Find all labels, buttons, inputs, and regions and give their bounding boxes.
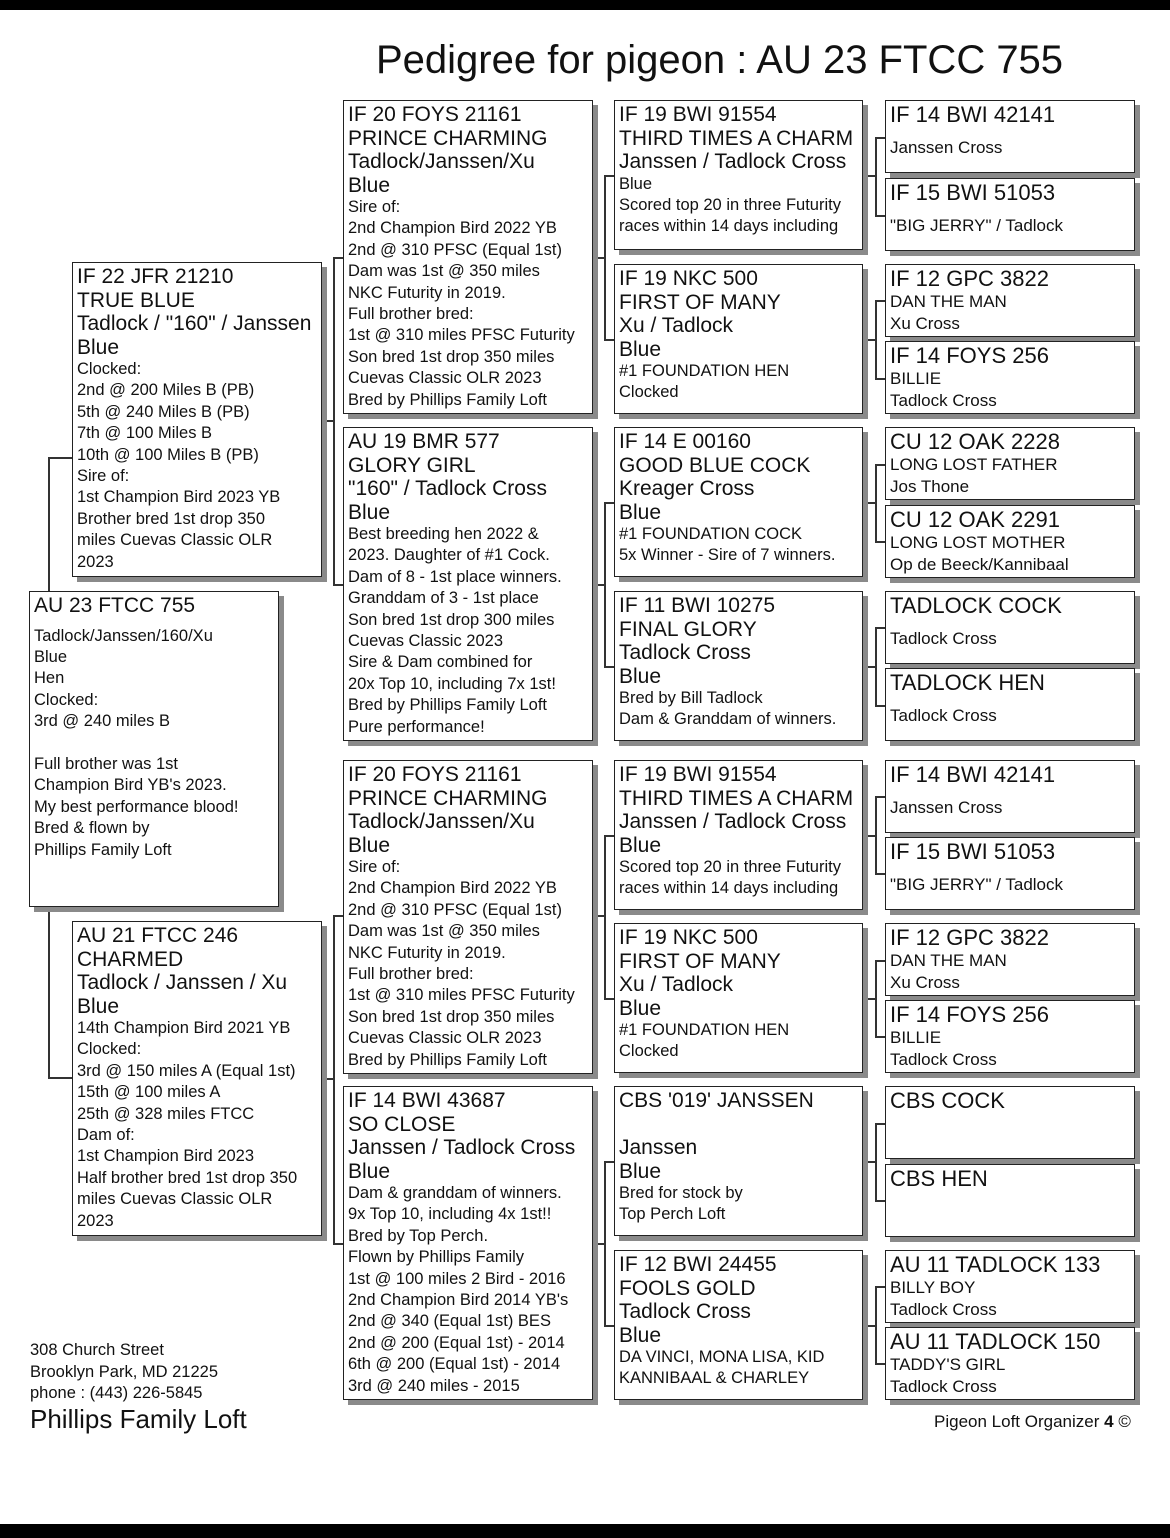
sire-note: Sire of: (77, 467, 130, 486)
grandparent-color: Blue (348, 500, 391, 524)
ggp-note: #1 FOUNDATION HEN (619, 1021, 790, 1039)
gen4-card[interactable] (885, 837, 1135, 910)
connector-line (48, 457, 50, 592)
credit-version: 4 (1104, 1412, 1114, 1431)
gen4-strain: Jos Thone (890, 476, 970, 496)
subject-line: Full brother was 1st (34, 754, 178, 773)
dam-note: Half brother bred 1st drop 350 (77, 1168, 298, 1187)
grandparent-note: 2nd @ 310 PFSC (Equal 1st) (348, 240, 562, 259)
phone-number: phone : (443) 226-5845 (30, 1384, 203, 1402)
ggp-name: FIRST OF MANY (619, 949, 781, 973)
gen4-strain: Tadlock Cross (890, 1299, 997, 1319)
connector-line (604, 835, 606, 998)
connector-line (875, 1123, 877, 1200)
gen4-band: AU 11 TADLOCK 133 (890, 1252, 1101, 1277)
grandparent-note: 9x Top 10, including 4x 1st!! (348, 1205, 552, 1224)
ggp-color: Blue (619, 1159, 662, 1183)
sire-note: 2nd @ 200 Miles B (PB) (77, 381, 255, 400)
grandparent-note: 2nd @ 310 PFSC (Equal 1st) (348, 900, 562, 919)
ggp-band: IF 14 E 00160 (619, 430, 751, 453)
connector-line (322, 420, 333, 422)
gen4-card[interactable] (885, 427, 1135, 500)
ggp-strain: Xu / Tadlock (619, 314, 734, 337)
connector-line (333, 257, 335, 584)
subject-line: Champion Bird YB's 2023. (34, 776, 227, 795)
gen4-band: IF 14 FOYS 256 (890, 343, 1049, 368)
ggp-strain: Tadlock Cross (619, 641, 751, 664)
dam-note: Clocked: (77, 1040, 142, 1059)
gen4-band: IF 14 FOYS 256 (890, 1002, 1049, 1027)
gen4-band: AU 11 TADLOCK 150 (890, 1329, 1101, 1354)
grandparent-note: Cuevas Classic OLR 2023 (348, 1029, 542, 1048)
connector-line (875, 1286, 877, 1363)
grandparent-note: 2nd Champion Bird 2022 YB (348, 219, 557, 238)
gen4-strain: Tadlock Cross (890, 706, 997, 725)
connector-line (863, 998, 875, 1000)
ggp-note: #1 FOUNDATION HEN (619, 362, 790, 380)
ggp-color: Blue (619, 174, 653, 193)
sire-note: Brother bred 1st drop 350 (77, 509, 266, 528)
gen4-card[interactable] (885, 100, 1135, 173)
ggp-strain: Tadlock Cross (619, 1300, 751, 1323)
grandparent-name: GLORY GIRL (348, 453, 476, 477)
connector-line (333, 915, 335, 1243)
grandparent-note: 20x Top 10, including 7x 1st! (348, 674, 556, 693)
connector-line (863, 339, 875, 341)
gen4-card[interactable] (885, 341, 1135, 414)
gen4-card[interactable] (885, 264, 1135, 337)
gen4-name: DAN THE MAN (890, 951, 1007, 970)
ggp-strain: Xu / Tadlock (619, 973, 734, 996)
grandparent-note: 1st @ 100 miles 2 Bird - 2016 (348, 1269, 566, 1288)
grandparent-note: Sire of: (348, 858, 401, 876)
dam-band: AU 21 FTCC 246 (77, 924, 239, 947)
great-grandparent-card[interactable] (614, 923, 863, 1073)
dam-note: 2023 (77, 1211, 114, 1230)
grandparent-note: Dam & granddam of winners. (348, 1184, 562, 1202)
connector-line (863, 502, 875, 504)
ggp-band: IF 19 NKC 500 (619, 926, 758, 949)
grandparent-note: 2nd Champion Bird 2014 YB's (348, 1291, 569, 1310)
great-grandparent-card[interactable] (614, 591, 863, 741)
ggp-band: IF 19 NKC 500 (619, 267, 758, 290)
ggp-note: races within 14 days including (619, 217, 839, 236)
loft-name: Phillips Family Loft (30, 1404, 247, 1434)
sire-note: 5th @ 240 Miles B (PB) (77, 402, 250, 421)
page-title: Pedigree for pigeon : AU 23 FTCC 755 (376, 38, 1064, 82)
grandparent-note: Son bred 1st drop 350 miles (348, 1007, 555, 1026)
ggp-name: GOOD BLUE COCK (619, 453, 811, 477)
gen4-band: CU 12 OAK 2228 (890, 429, 1060, 454)
sire-note: miles Cuevas Classic OLR (77, 531, 273, 550)
grandparent-note: Full brother bred: (348, 305, 474, 324)
subject-line: Blue (34, 647, 68, 666)
gen4-band: CBS COCK (890, 1088, 1005, 1113)
gen4-name: LONG LOST MOTHER (890, 533, 1066, 552)
grandparent-note: Bred by Phillips Family Loft (348, 390, 547, 409)
gen4-band: IF 12 GPC 3822 (890, 266, 1049, 291)
connector-line (593, 1243, 604, 1245)
connector-line (875, 137, 877, 215)
gen4-card[interactable] (885, 1086, 1135, 1159)
grandparent-card[interactable] (343, 1086, 593, 1400)
grandparent-card[interactable] (343, 100, 593, 414)
gen4-band: IF 14 BWI 42141 (890, 762, 1056, 787)
connector-line (875, 300, 877, 378)
ggp-name (619, 1113, 858, 1137)
ggp-name: FINAL GLORY (619, 617, 757, 641)
grandparent-card[interactable] (343, 427, 593, 741)
subject-line: 3rd @ 240 miles B (34, 712, 170, 731)
credit-text: Pigeon Loft Organizer (934, 1412, 1100, 1431)
great-grandparent-card[interactable] (614, 264, 863, 414)
dam-strain: Tadlock / Janssen / Xu (77, 971, 288, 994)
grandparent-note: Sire & Dam combined for (348, 653, 533, 672)
grandparent-note: Cuevas Classic OLR 2023 (348, 369, 542, 388)
dam-note: 15th @ 100 miles A (77, 1083, 221, 1102)
subject-band: AU 23 FTCC 755 (34, 594, 196, 617)
ggp-color: Blue (619, 1323, 662, 1347)
grandparent-color: Blue (348, 1159, 391, 1183)
gen4-name: LONG LOST FATHER (890, 455, 1058, 474)
gen4-card[interactable] (885, 923, 1135, 996)
grandparent-note: Son bred 1st drop 350 miles (348, 347, 555, 366)
ggp-note: 5x Winner - Sire of 7 winners. (619, 546, 836, 565)
subject-line: My best performance blood! (34, 797, 239, 816)
ggp-strain: Kreager Cross (619, 477, 755, 500)
ggp-color: Blue (619, 337, 662, 361)
gen4-card[interactable] (885, 1250, 1135, 1323)
gen4-strain: Xu Cross (890, 972, 960, 992)
ggp-name: FIRST OF MANY (619, 290, 781, 314)
ggp-strain: Janssen / Tadlock Cross (619, 150, 847, 173)
copyright-symbol: © (1118, 1412, 1131, 1431)
connector-line (604, 175, 606, 339)
gen4-band: TADLOCK HEN (890, 670, 1045, 695)
gen4-strain: Tadlock Cross (890, 1049, 997, 1069)
grandparent-note: Full brother bred: (348, 965, 474, 984)
top-border-bar (0, 0, 1170, 10)
gen4-band: TADLOCK COCK (890, 593, 1062, 618)
connector-line (875, 464, 877, 541)
sire-note: Clocked: (77, 360, 142, 378)
grandparent-note: 1st @ 310 miles PFSC Futurity (348, 986, 575, 1005)
great-grandparent-card[interactable] (614, 427, 863, 577)
grandparent-strain: Janssen / Tadlock Cross (348, 1136, 576, 1159)
grandparent-strain: "160" / Tadlock Cross (348, 477, 547, 500)
ggp-note: KANNIBAAL & CHARLEY (619, 1369, 810, 1388)
grandparent-note: 2nd Champion Bird 2022 YB (348, 879, 557, 898)
grandparent-note: Bred by Phillips Family Loft (348, 1050, 547, 1069)
sire-note: 2023 (77, 552, 114, 571)
connector-line (863, 1161, 875, 1163)
connector-line (604, 502, 606, 666)
ggp-band: IF 11 BWI 10275 (619, 594, 776, 617)
dam-note: 1st Champion Bird 2023 (77, 1147, 255, 1166)
gen4-strain: Xu Cross (890, 313, 960, 333)
grandparent-note: NKC Futurity in 2019. (348, 943, 506, 962)
grandparent-color: Blue (348, 173, 391, 197)
gen4-name: BILLIE (890, 369, 942, 388)
grandparent-name: PRINCE CHARMING (348, 786, 548, 810)
ggp-band: IF 12 BWI 24455 (619, 1253, 777, 1276)
sire-strain: Tadlock / "160" / Janssen (77, 312, 312, 335)
ggp-note: Bred by Bill Tadlock (619, 689, 763, 707)
gen4-card[interactable] (885, 591, 1135, 664)
gen4-card[interactable] (885, 505, 1135, 578)
software-credit (934, 1412, 1131, 1432)
connector-line (863, 666, 875, 668)
great-grandparent-card[interactable] (614, 1250, 863, 1400)
ggp-note: Clocked (619, 1042, 679, 1061)
ggp-note: #1 FOUNDATION COCK (619, 525, 803, 543)
grandparent-note: 3rd @ 240 miles - 2015 (348, 1376, 520, 1395)
grandparent-note: 6th @ 200 (Equal 1st) - 2014 (348, 1355, 561, 1374)
dam-note: 25th @ 328 miles FTCC (77, 1104, 255, 1123)
subject-line: Phillips Family Loft (34, 840, 172, 859)
grandparent-note: Cuevas Classic 2023 (348, 632, 503, 651)
connector-line (863, 175, 875, 177)
sire-color: Blue (77, 335, 120, 359)
ggp-band: CBS '019' JANSSEN (619, 1089, 814, 1112)
gen4-name: BILLY BOY (890, 1278, 976, 1297)
ggp-note: DA VINCI, MONA LISA, KID (619, 1348, 825, 1366)
address-line2: Brooklyn Park, MD 21225 (30, 1362, 219, 1381)
ggp-color: Blue (619, 996, 662, 1020)
grandparent-note: Bred by Top Perch. (348, 1226, 489, 1245)
address-line1: 308 Church Street (30, 1341, 164, 1359)
dam-color: Blue (77, 994, 120, 1018)
ggp-note: Dam & Granddam of winners. (619, 710, 837, 729)
ggp-note: Bred for stock by (619, 1184, 743, 1202)
gen4-band: IF 12 GPC 3822 (890, 925, 1049, 950)
grandparent-note: Flown by Phillips Family (348, 1248, 525, 1267)
subject-pigeon-card[interactable] (29, 591, 279, 907)
grandparent-note: Bred by Phillips Family Loft (348, 696, 547, 715)
dam-card[interactable] (72, 921, 322, 1236)
grandparent-note: 1st @ 310 miles PFSC Futurity (348, 326, 575, 345)
connector-line (875, 627, 877, 705)
ggp-color: Blue (619, 500, 662, 524)
dam-note: miles Cuevas Classic OLR (77, 1190, 273, 1209)
connector-line (48, 1077, 74, 1079)
connector-line (48, 457, 74, 459)
connector-line (863, 835, 875, 837)
sire-band: IF 22 JFR 21210 (77, 265, 234, 288)
ggp-name: THIRD TIMES A CHARM (619, 126, 854, 150)
gen4-band: IF 14 BWI 42141 (890, 102, 1056, 127)
great-grandparent-card[interactable] (614, 760, 863, 910)
gen4-band: IF 15 BWI 51053 (890, 180, 1056, 205)
subject-line: Clocked: (34, 690, 99, 709)
grandparent-card[interactable] (343, 760, 593, 1074)
grandparent-note: 2nd @ 200 (Equal 1st) - 2014 (348, 1333, 565, 1352)
connector-line (593, 915, 604, 917)
grandparent-band: IF 14 BWI 43687 (348, 1089, 506, 1112)
gen4-strain: Janssen Cross (890, 138, 1003, 157)
gen4-name: TADDY'S GIRL (890, 1355, 1006, 1374)
grandparent-note: 2023. Daughter of #1 Cock. (348, 546, 550, 565)
gen4-name: DAN THE MAN (890, 292, 1007, 311)
ggp-strain: Janssen (619, 1136, 698, 1159)
ggp-name: THIRD TIMES A CHARM (619, 786, 854, 810)
grandparent-note: Dam was 1st @ 350 miles (348, 922, 540, 941)
ggp-name: FOOLS GOLD (619, 1276, 756, 1300)
grandparent-color: Blue (348, 833, 391, 857)
connector-line (875, 796, 877, 873)
grandparent-note: Dam was 1st @ 350 miles (348, 262, 540, 281)
sire-name: TRUE BLUE (77, 288, 195, 312)
ggp-color: Blue (619, 664, 662, 688)
dam-note: Dam of: (77, 1126, 135, 1145)
connector-line (593, 584, 604, 586)
ggp-strain: Janssen / Tadlock Cross (619, 810, 847, 833)
grandparent-note: Pure performance! (348, 717, 485, 736)
subject-line: Bred & flown by (34, 819, 150, 838)
gen4-card[interactable] (885, 668, 1135, 741)
great-grandparent-card[interactable] (614, 1086, 863, 1236)
dam-note: 3rd @ 150 miles A (Equal 1st) (77, 1061, 296, 1080)
ggp-color: Blue (619, 833, 662, 857)
grandparent-note: Sire of: (348, 198, 401, 216)
connector-line (593, 257, 604, 259)
grandparent-note: 2nd @ 340 (Equal 1st) BES (348, 1312, 551, 1331)
grandparent-note: Dam of 8 - 1st place winners. (348, 567, 562, 586)
connector-line (48, 907, 50, 1077)
grandparent-name: PRINCE CHARMING (348, 126, 548, 150)
gen4-card[interactable] (885, 1327, 1135, 1400)
grandparent-note: Son bred 1st drop 300 miles (348, 610, 555, 629)
bottom-border-bar (0, 1524, 1170, 1538)
great-grandparent-card[interactable] (614, 100, 863, 250)
gen4-strain: Tadlock Cross (890, 629, 997, 648)
connector-line (322, 1078, 333, 1080)
gen4-band: CBS HEN (890, 1166, 988, 1191)
grandparent-strain: Tadlock/Janssen/Xu (348, 810, 535, 833)
sire-card[interactable] (72, 262, 322, 577)
gen4-name: BILLIE (890, 1028, 942, 1047)
gen4-strain: "BIG JERRY" / Tadlock (890, 216, 1064, 235)
grandparent-band: AU 19 BMR 577 (348, 430, 500, 453)
gen4-strain: Op de Beeck/Kannibaal (890, 554, 1069, 574)
subject-line (34, 733, 274, 754)
gen4-card[interactable] (885, 1000, 1135, 1073)
gen4-band: CU 12 OAK 2291 (890, 507, 1060, 532)
ggp-band: IF 19 BWI 91554 (619, 103, 777, 126)
dam-name: CHARMED (77, 947, 184, 971)
subject-line: Hen (34, 669, 65, 688)
sire-note: 10th @ 100 Miles B (PB) (77, 445, 259, 464)
grandparent-note: NKC Futurity in 2019. (348, 283, 506, 302)
gen4-strain: Tadlock Cross (890, 390, 997, 410)
gen4-card[interactable] (885, 760, 1135, 833)
grandparent-note: Granddam of 3 - 1st place (348, 589, 539, 608)
grandparent-name: SO CLOSE (348, 1112, 456, 1136)
ggp-note: Scored top 20 in three Futurity (619, 195, 841, 214)
grandparent-band: IF 20 FOYS 21161 (348, 763, 522, 786)
gen4-band: IF 15 BWI 51053 (890, 839, 1056, 864)
connector-line (863, 1325, 875, 1327)
gen4-strain: Tadlock Cross (890, 1376, 997, 1396)
ggp-note: Scored top 20 in three Futurity (619, 858, 841, 876)
connector-line (604, 1161, 606, 1325)
ggp-band: IF 19 BWI 91554 (619, 763, 777, 786)
gen4-strain: "BIG JERRY" / Tadlock (890, 875, 1064, 894)
gen4-strain: Janssen Cross (890, 798, 1003, 817)
grandparent-strain: Tadlock/Janssen/Xu (348, 150, 535, 173)
sire-note: 7th @ 100 Miles B (77, 424, 213, 443)
ggp-note: Top Perch Loft (619, 1205, 726, 1224)
gen4-card[interactable] (885, 1164, 1135, 1237)
gen4-card[interactable] (885, 178, 1135, 251)
grandparent-band: IF 20 FOYS 21161 (348, 103, 522, 126)
subject-line: Tadlock/Janssen/160/Xu (34, 626, 213, 645)
ggp-note: Clocked (619, 383, 679, 402)
ggp-note: races within 14 days including (619, 879, 839, 898)
dam-note: 14th Champion Bird 2021 YB (77, 1019, 291, 1037)
sire-note: 1st Champion Bird 2023 YB (77, 488, 281, 507)
loft-address (30, 1340, 218, 1405)
connector-line (875, 960, 877, 1036)
grandparent-note: Best breeding hen 2022 & (348, 525, 539, 543)
